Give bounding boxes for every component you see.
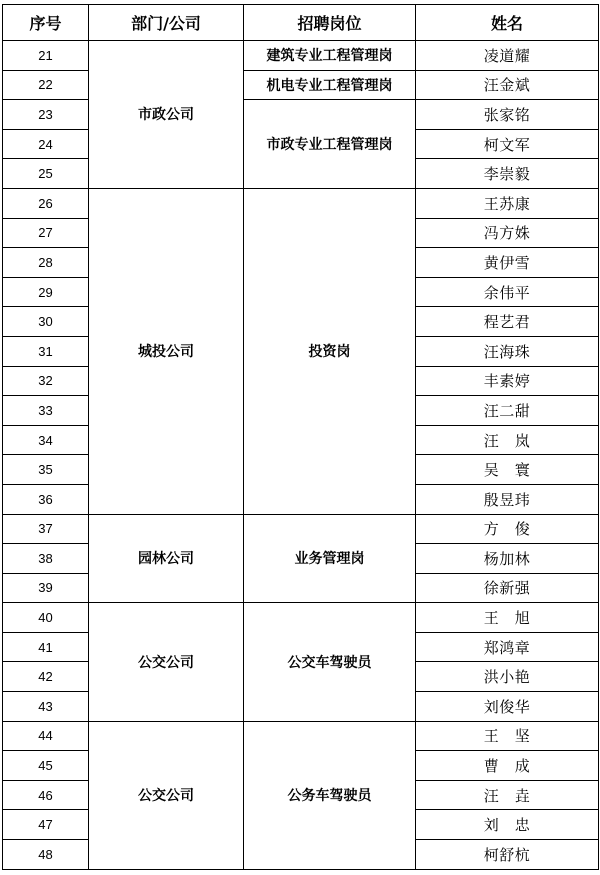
person-name: 郑鸿章	[416, 632, 599, 662]
row-index: 28	[3, 248, 89, 278]
row-index: 21	[3, 41, 89, 71]
position-cell: 市政专业工程管理岗	[244, 100, 416, 189]
person-name: 汪金斌	[416, 70, 599, 100]
header-position: 招聘岗位	[244, 5, 416, 41]
person-name: 曹 成	[416, 751, 599, 781]
roster-body	[3, 41, 599, 870]
person-name: 汪二甜	[416, 396, 599, 426]
person-name: 杨加林	[416, 544, 599, 574]
table-row	[3, 603, 599, 633]
person-name: 洪小艳	[416, 662, 599, 692]
position-cell: 业务管理岗	[244, 514, 416, 603]
person-name: 殷昱玮	[416, 484, 599, 514]
row-index: 30	[3, 307, 89, 337]
person-name: 汪 岚	[416, 425, 599, 455]
department-cell: 城投公司	[89, 188, 244, 514]
row-index: 26	[3, 188, 89, 218]
person-name: 黄伊雪	[416, 248, 599, 278]
department-cell: 公交公司	[89, 721, 244, 869]
person-name: 汪 垚	[416, 780, 599, 810]
person-name: 徐新强	[416, 573, 599, 603]
position-cell: 公交车驾驶员	[244, 603, 416, 721]
person-name: 柯舒杭	[416, 840, 599, 870]
recruitment-roster-table	[2, 4, 599, 870]
row-index: 41	[3, 632, 89, 662]
person-name: 冯方姝	[416, 218, 599, 248]
row-index: 37	[3, 514, 89, 544]
person-name: 李崇毅	[416, 159, 599, 189]
position-cell: 投资岗	[244, 188, 416, 514]
row-index: 34	[3, 425, 89, 455]
header-index: 序号	[3, 5, 89, 41]
row-index: 40	[3, 603, 89, 633]
person-name: 凌道耀	[416, 41, 599, 71]
department-cell: 公交公司	[89, 603, 244, 721]
header-name: 姓名	[416, 5, 599, 41]
row-index: 39	[3, 573, 89, 603]
table-row	[3, 41, 599, 71]
row-index: 46	[3, 780, 89, 810]
row-index: 32	[3, 366, 89, 396]
person-name: 刘 忠	[416, 810, 599, 840]
row-index: 29	[3, 277, 89, 307]
person-name: 丰素婷	[416, 366, 599, 396]
row-index: 43	[3, 692, 89, 722]
row-index: 44	[3, 721, 89, 751]
table-row	[3, 721, 599, 751]
row-index: 25	[3, 159, 89, 189]
row-index: 24	[3, 129, 89, 159]
person-name: 王 旭	[416, 603, 599, 633]
row-index: 42	[3, 662, 89, 692]
person-name: 王苏康	[416, 188, 599, 218]
table-row	[3, 188, 599, 218]
row-index: 31	[3, 336, 89, 366]
person-name: 方 俊	[416, 514, 599, 544]
person-name: 刘俊华	[416, 692, 599, 722]
row-index: 45	[3, 751, 89, 781]
row-index: 27	[3, 218, 89, 248]
row-index: 33	[3, 396, 89, 426]
position-cell: 建筑专业工程管理岗	[244, 41, 416, 71]
position-cell: 公务车驾驶员	[244, 721, 416, 869]
person-name: 柯文军	[416, 129, 599, 159]
row-index: 48	[3, 840, 89, 870]
person-name: 汪海珠	[416, 336, 599, 366]
table-row	[3, 514, 599, 544]
row-index: 47	[3, 810, 89, 840]
department-cell: 市政公司	[89, 41, 244, 189]
person-name: 吴 寰	[416, 455, 599, 485]
row-index: 35	[3, 455, 89, 485]
row-index: 38	[3, 544, 89, 574]
person-name: 余伟平	[416, 277, 599, 307]
person-name: 张家铭	[416, 100, 599, 130]
person-name: 程艺君	[416, 307, 599, 337]
header-row	[3, 5, 599, 41]
row-index: 22	[3, 70, 89, 100]
row-index: 36	[3, 484, 89, 514]
header-department: 部门/公司	[89, 5, 244, 41]
position-cell: 机电专业工程管理岗	[244, 70, 416, 100]
person-name: 王 坚	[416, 721, 599, 751]
department-cell: 园林公司	[89, 514, 244, 603]
row-index: 23	[3, 100, 89, 130]
